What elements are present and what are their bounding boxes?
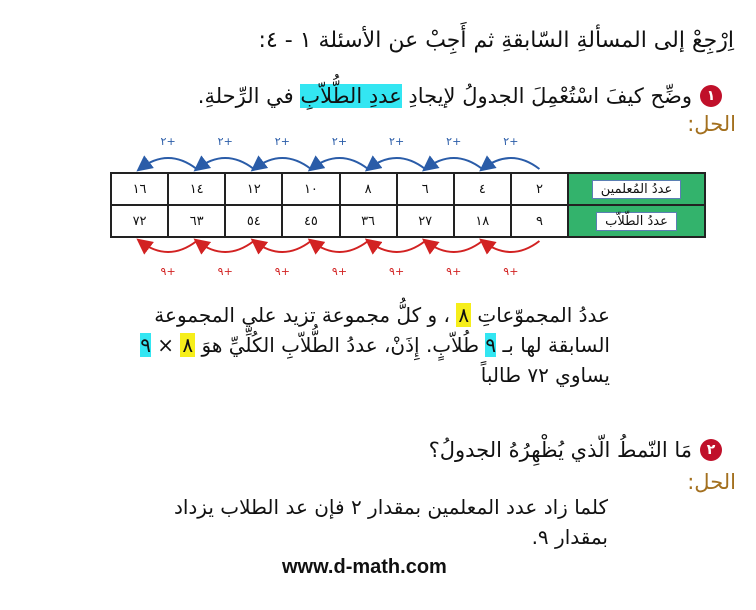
table-cell: ٢٧ (397, 205, 454, 237)
multiplier-1: ٨ (182, 333, 194, 357)
student-step-arrow (140, 241, 197, 252)
question-number-badge: ٢ (700, 439, 722, 461)
student-step-label: +٩ (331, 265, 348, 278)
multiplier-2: ٩ (140, 333, 151, 357)
teacher-step-label: +٢ (160, 135, 176, 148)
teacher-step-label: +٢ (446, 135, 462, 148)
teacher-step-label: +٢ (389, 135, 405, 148)
question-1-text-end: في الرِّحلةِ. (197, 84, 301, 108)
student-step-arrow (425, 241, 482, 252)
question-number-badge: ١ (700, 85, 722, 107)
teacher-step-arrow (140, 158, 197, 169)
answer-1-part-1: عددُ المجموّعاتِ (471, 303, 610, 327)
table-cell: ٢ (511, 173, 568, 205)
solution-label-1: الحل: (687, 112, 736, 136)
student-step-label: +٩ (389, 265, 405, 278)
teacher-step-arrow (368, 158, 425, 169)
teacher-step-arrow (197, 158, 254, 169)
table-cell: ٥٤ (225, 205, 282, 237)
answer-1-part-2: ، و كلُّ مجموعة تزيد علي المجموعة السابقة لها بـ (154, 303, 610, 357)
student-step-arrow (254, 241, 311, 252)
table-cell: ٨ (340, 173, 397, 205)
teacher-step-arrow (311, 158, 368, 169)
teacher-step-arrow (254, 158, 311, 169)
teachers-header-label: عددُ المُعلمين (592, 180, 682, 199)
table-cell: ٤٥ (282, 205, 339, 237)
student-step-label: +٩ (160, 265, 176, 278)
question-2 (429, 438, 722, 462)
site-url: www.d-math.com (282, 556, 447, 578)
student-step-arrow (482, 241, 539, 252)
answer-1-part-3: طُلاّبٍ. إِذَنْ، عددُ الطُّلاّبِ الكُلِّيِّ هوَ (195, 333, 486, 357)
teacher-step-label: +٢ (331, 135, 348, 148)
page-heading: اِرْجِعْ إلى المسألةِ السّابقةِ ثم أَجِبْ عن الأسئلة ١ - ٤: (258, 28, 734, 53)
table-cell: ١٦ (111, 173, 168, 205)
answer-1 (110, 300, 610, 390)
table-cell: ١٨ (454, 205, 511, 237)
table-cell: ٦ (397, 173, 454, 205)
student-step-arrow (311, 241, 368, 252)
groups-count: ٨ (458, 303, 470, 327)
solution-label-2: الحل: (687, 470, 736, 494)
student-step-label: +٩ (274, 265, 290, 278)
answer-1-part-4: يساوي ٧٢ طالباً (480, 363, 610, 387)
table-cell: ٩ (511, 205, 568, 237)
question-2-text: مَا النّمطُ الّذي يُظْهِرُهُ الجدولُ؟ (428, 438, 692, 462)
table-cell: ٤ (454, 173, 511, 205)
question-1-text-start: وضِّح كيفَ اسْتُعْمِلَ الجدولُ لإيجادِ (401, 84, 692, 108)
student-step-label: +٩ (503, 265, 519, 278)
times-sign: × (150, 333, 181, 357)
table-cell: ٣٦ (340, 205, 397, 237)
teacher-step-arrow (425, 158, 482, 169)
table-cell: ١٠ (282, 173, 339, 205)
teacher-step-label: +٢ (274, 135, 290, 148)
teacher-step-label: +٢ (217, 135, 233, 148)
teacher-step-arrow (482, 158, 539, 169)
table-cell: ٦٣ (168, 205, 225, 237)
question-1-highlight: عددِ الطُّلاّبِ (300, 84, 402, 108)
student-step-arrow (368, 241, 425, 252)
students-header-label: عددُ الطّلاّب (596, 212, 677, 231)
student-step-label: +٩ (446, 265, 462, 278)
student-step-arrow (197, 241, 254, 252)
teacher-step-label: +٢ (503, 135, 519, 148)
table-cell: ٧٢ (111, 205, 168, 237)
student-step-label: +٩ (217, 265, 233, 278)
answer-2: كلما زاد عدد المعلمين بمقدار ٢ فإن عد الطلاب يزداد بمقدار ٩. (173, 495, 608, 549)
table-cell: ١٢ (225, 173, 282, 205)
table-cell: ١٤ (168, 173, 225, 205)
step-value: ٩ (485, 333, 497, 357)
